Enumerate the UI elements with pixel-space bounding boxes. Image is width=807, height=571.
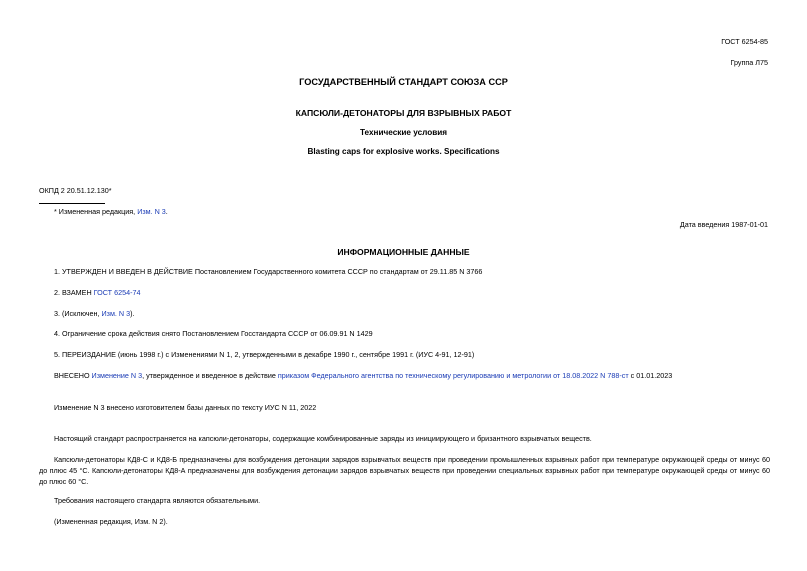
footnote-divider bbox=[39, 203, 105, 204]
change-3-link[interactable]: Изменение N 3 bbox=[91, 371, 143, 380]
vneseno-middle: , утвержденное и введенное в действие bbox=[142, 371, 276, 380]
replaced-gost-link[interactable]: ГОСТ 6254-74 bbox=[93, 288, 141, 297]
item3-change-link[interactable]: Изм. N 3 bbox=[101, 309, 131, 318]
footnote-suffix: . bbox=[165, 207, 168, 216]
vneseno-prefix: ВНЕСЕНО bbox=[54, 371, 90, 380]
okpd-code: ОКПД 2 20.51.12.130* bbox=[39, 186, 112, 195]
revision-note: (Измененная редакция, Изм. N 2). bbox=[54, 517, 168, 526]
mandatory-paragraph: Требования настоящего стандарта являются обязательными. bbox=[54, 496, 261, 505]
spec-subtitle-en: Blasting caps for explosive works. Specifications bbox=[307, 147, 500, 156]
spec-subtitle-ru: Технические условия bbox=[359, 128, 448, 137]
intro-date: Дата введения 1987-01-01 bbox=[679, 220, 768, 229]
info-item-2-prefix: 2. ВЗАМЕН bbox=[54, 288, 92, 297]
state-standard-title: ГОСУДАРСТВЕННЫЙ СТАНДАРТ СОЮЗА ССР bbox=[299, 77, 508, 87]
document-title: КАПСЮЛИ-ДЕТОНАТОРЫ ДЛЯ ВЗРЫВНЫХ РАБОТ bbox=[295, 108, 512, 118]
info-item-5: 5. ПЕРЕИЗДАНИЕ (июнь 1998 г.) с Изменениями N 1, 2, утвержденными в декабре 1990 г., сентябре 1991 г. (ИУС 4-91, 12-91) bbox=[54, 350, 475, 359]
group-code: Группа Л75 bbox=[730, 58, 768, 67]
footnote-prefix: * Измененная редакция, bbox=[54, 207, 136, 216]
gost-number: ГОСТ 6254-85 bbox=[721, 37, 768, 46]
info-item-1: 1. УТВЕРЖДЕН И ВВЕДЕН В ДЕЙСТВИЕ Постановлением Государственного комитета СССР по стандартам от 29.11.85 N 3766 bbox=[54, 267, 483, 276]
rosstandart-order-link[interactable]: приказом Федерального агентства по техническому регулированию и метрологии от 18.08.2022 N 788-ст bbox=[277, 371, 629, 380]
scope-paragraph: Настоящий стандарт распространяется на капсюли-детонаторы, содержащие комбинированные заряды из инициирующего и бризантного взрывчатых веществ. bbox=[54, 434, 592, 443]
vneseno-suffix: с 01.01.2023 bbox=[630, 371, 673, 380]
vneseno-line bbox=[54, 371, 672, 380]
info-item-3-prefix: 3. (Исключен, bbox=[54, 309, 100, 318]
info-data-heading: ИНФОРМАЦИОННЫЕ ДАННЫЕ bbox=[337, 247, 470, 257]
change-note: Изменение N 3 внесено изготовителем базы данных по тексту ИУС N 11, 2022 bbox=[54, 403, 317, 412]
info-item-4: 4. Ограничение срока действия снято Постановлением Госстандарта СССР от 06.09.91 N 1429 bbox=[54, 329, 373, 338]
footnote bbox=[54, 207, 168, 216]
purpose-paragraph: Капсюли-детонаторы КД8-С и КД8-Б предназначены для возбуждения детонации зарядов взрывчатых веществ при проведении промышленных взрывных работ при температуре окружающей среды от минус 60 до плюс 45 °С. Капсюли-детонаторы КД8-А предназначены для возбуждения детонации зарядов взрывчатых веществ при проведении специальных взрывных работ при температуре окружающей среды от минус 60 до плюс 60 °С. bbox=[39, 455, 770, 486]
footnote-change-link[interactable]: Изм. N 3 bbox=[137, 207, 166, 216]
info-item-3 bbox=[54, 309, 135, 318]
info-item-2 bbox=[54, 288, 140, 297]
info-item-3-suffix: ). bbox=[130, 309, 135, 318]
